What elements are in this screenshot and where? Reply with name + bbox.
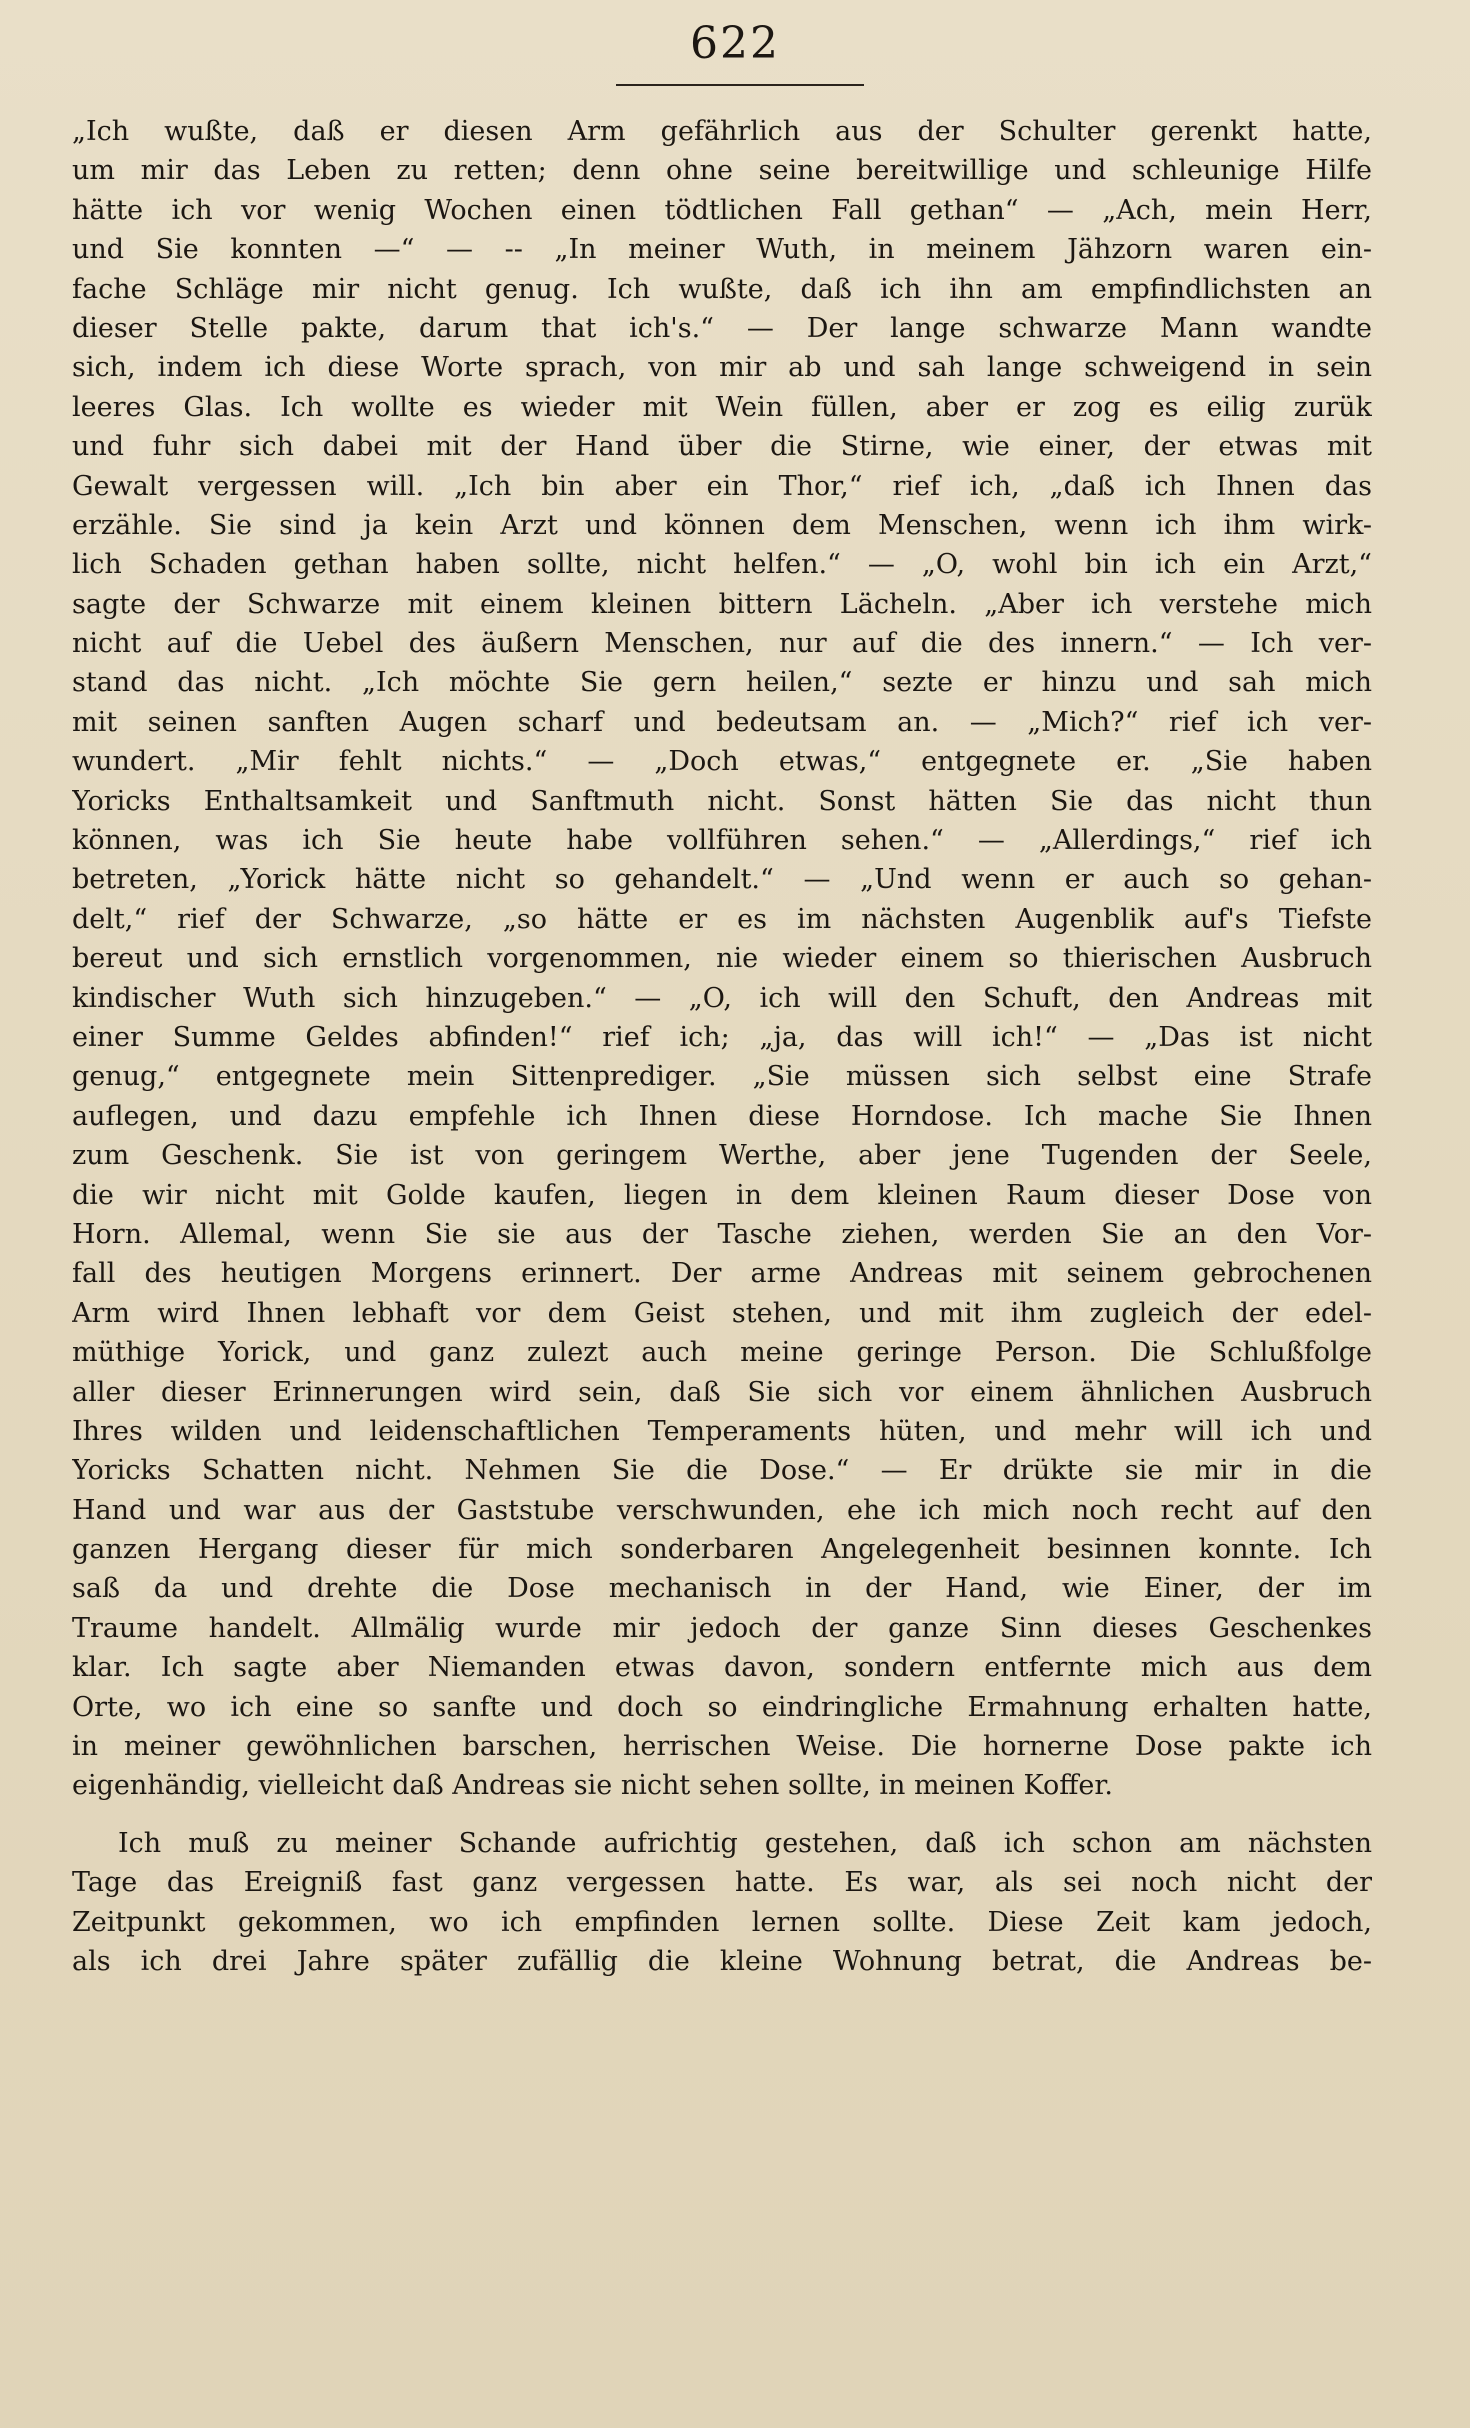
text-line: bereut und sich ernstlich vorgenommen, nie wieder einem so thierischen Ausbruch <box>72 943 1372 975</box>
text-line: aller dieser Erinnerungen wird sein, daß Sie sich vor einem ähnlichen Ausbruch <box>72 1376 1372 1408</box>
text-line: Gewalt vergessen will. „Ich bin aber ein Thor,“ rief ich, „daß ich Ihnen das <box>72 470 1372 502</box>
text-line: klar. Ich sagte aber Niemanden etwas davon, sondern entfernte mich aus dem <box>72 1652 1372 1684</box>
text-line: delt,“ rief der Schwarze, „so hätte er es im nächsten Augenblik auf's Tiefste <box>72 903 1372 935</box>
text-line: Orte, wo ich eine so sanfte und doch so eindringliche Ermahnung erhalten hatte, <box>72 1691 1372 1723</box>
text-line: ganzen Hergang dieser für mich sonderbaren Angelegenheit besinnen konnte. Ich <box>72 1534 1372 1566</box>
text-line: die wir nicht mit Golde kaufen, liegen in dem kleinen Raum dieser Dose von <box>72 1179 1372 1211</box>
text-line: Ich muß zu meiner Schande aufrichtig gestehen, daß ich schon am nächsten <box>118 1827 1372 1859</box>
paragraph-gap <box>72 1806 1372 1824</box>
text-line: stand das nicht. „Ich möchte Sie gern heilen,“ sezte er hinzu und sah mich <box>72 667 1372 699</box>
text-line: und Sie konnten —“ — -- „In meiner Wuth, in meinem Jähzorn waren ein- <box>72 234 1372 266</box>
text-line: als ich drei Jahre später zufällig die kleine Wohnung betrat, die Andreas be- <box>72 1945 1372 1977</box>
text-line: „Ich wußte, daß er diesen Arm gefährlich aus der Schulter gerenkt hatte, <box>72 116 1372 147</box>
text-line: zum Geschenk. Sie ist von geringem Werthe, aber jene Tugenden der Seele, <box>72 1140 1372 1172</box>
paragraph-1 <box>72 112 1372 1806</box>
text-line: Hand und war aus der Gaststube verschwunden, ehe ich mich noch recht auf den <box>72 1494 1372 1526</box>
text-line: leeres Glas. Ich wollte es wieder mit Wein füllen, aber er zog es eilig zurük <box>72 391 1372 423</box>
text-line: lich Schaden gethan haben sollte, nicht helfen.“ — „O, wohl bin ich ein Arzt,“ <box>72 549 1372 581</box>
text-line: mit seinen sanften Augen scharf und bedeutsam an. — „Mich?“ rief ich ver- <box>72 706 1372 738</box>
text-line: um mir das Leben zu retten; denn ohne seine bereitwillige und schleunige Hilfe <box>72 155 1372 187</box>
text-line: Horn. Allemal, wenn Sie sie aus der Tasche ziehen, werden Sie an den Vor- <box>72 1218 1372 1250</box>
text-line: wundert. „Mir fehlt nichts.“ — „Doch etwas,“ entgegnete er. „Sie haben <box>72 746 1372 778</box>
text-line: und fuhr sich dabei mit der Hand über die Stirne, wie einer, der etwas mit <box>72 431 1372 463</box>
text-line: Yoricks Enthaltsamkeit und Sanftmuth nicht. Sonst hätten Sie das nicht thun <box>72 785 1372 817</box>
text-line: Ihres wilden und leidenschaftlichen Temperaments hüten, und mehr will ich und <box>72 1415 1372 1447</box>
text-line: fall des heutigen Morgens erinnert. Der arme Andreas mit seinem gebrochenen <box>72 1258 1372 1290</box>
text-line: genug,“ entgegnete mein Sittenprediger. „Sie müssen sich selbst eine Strafe <box>72 1061 1372 1093</box>
text-line: dieser Stelle pakte, darum that ich's.“ — Der lange schwarze Mann wandte <box>72 312 1372 344</box>
text-line: in meiner gewöhnlichen barschen, herrischen Weise. Die hornerne Dose pakte ich <box>72 1731 1372 1763</box>
text-line: Tage das Ereigniß fast ganz vergessen hatte. Es war, als sei noch nicht der <box>72 1867 1372 1899</box>
text-line: eigenhändig, vielleicht daß Andreas sie nicht sehen sollte, in meinen Koffer. <box>72 1770 1113 1802</box>
text-line: erzähle. Sie sind ja kein Arzt und können dem Menschen, wenn ich ihm wirk- <box>72 509 1372 541</box>
text-line: nicht auf die Uebel des äußern Menschen, nur auf die des innern.“ — Ich ver- <box>72 628 1372 660</box>
paragraph-2 <box>72 1824 1372 1982</box>
text-line: saß da und drehte die Dose mechanisch in der Hand, wie Einer, der im <box>72 1573 1372 1605</box>
text-line: können, was ich Sie heute habe vollführen sehen.“ — „Allerdings,“ rief ich <box>72 825 1372 857</box>
text-line: sich, indem ich diese Worte sprach, von mir ab und sah lange schweigend in sein <box>72 352 1372 384</box>
text-line: sagte der Schwarze mit einem kleinen bittern Lächeln. „Aber ich verstehe mich <box>72 588 1372 620</box>
text-line: einer Summe Geldes abfinden!“ rief ich; „ja, das will ich!“ — „Das ist nicht <box>72 1021 1372 1053</box>
page-number: 622 <box>690 18 780 69</box>
text-line: fache Schläge mir nicht genug. Ich wußte, daß ich ihn am empfindlichsten an <box>72 273 1372 305</box>
text-line: Arm wird Ihnen lebhaft vor dem Geist stehen, und mit ihm zugleich der edel- <box>72 1297 1372 1329</box>
body-text <box>72 112 1372 1981</box>
text-line: kindischer Wuth sich hinzugeben.“ — „O, ich will den Schuft, den Andreas mit <box>72 982 1372 1014</box>
text-line: Traume handelt. Allmälig wurde mir jedoch der ganze Sinn dieses Geschenkes <box>72 1612 1372 1644</box>
text-line: Zeitpunkt gekommen, wo ich empfinden lernen sollte. Diese Zeit kam jedoch, <box>72 1906 1372 1938</box>
header-rule <box>616 84 864 86</box>
text-line: betreten, „Yorick hätte nicht so gehandelt.“ — „Und wenn er auch so gehan- <box>72 864 1372 896</box>
text-line: auflegen, und dazu empfehle ich Ihnen diese Horndose. Ich mache Sie Ihnen <box>72 1100 1372 1132</box>
text-line: hätte ich vor wenig Wochen einen tödtlichen Fall gethan“ — „Ach, mein Herr, <box>72 194 1372 226</box>
text-line: Yoricks Schatten nicht. Nehmen Sie die Dose.“ — Er drükte sie mir in die <box>72 1455 1372 1487</box>
text-line: müthige Yorick, und ganz zulezt auch meine geringe Person. Die Schlußfolge <box>72 1337 1372 1369</box>
